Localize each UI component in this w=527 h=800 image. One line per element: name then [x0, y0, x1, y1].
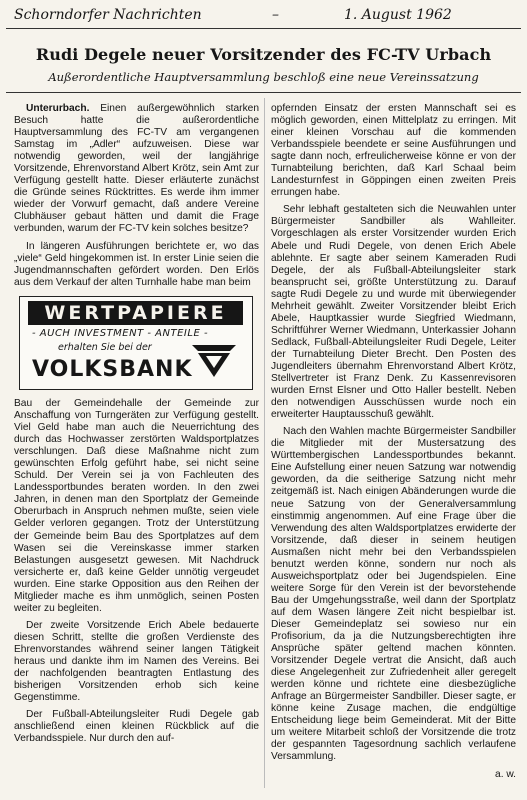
newspaper-name: Schorndorfer Nachrichten — [14, 7, 202, 23]
paragraph: Der Fußball-Abteilungsleiter Rudi Degele gab anschließend einen kleinen Rückblick auf die Verbandsspiele. Nur durch den auf- — [14, 709, 259, 745]
author-initials: a. w. — [495, 768, 516, 780]
paragraph: opfernden Einsatz der ersten Mannschaft sei es möglich geworden, einen Mittelplatz zu erringen. Mit einer kleinen Vorschau auf die kommenden Verbandsspiele beendete er seine Ausführungen und sagte dann noch, erfreulicherweise könne er von der Turnabteilung berichten, daß Karl Schaal beim Landesturnfest in Göppingen einen zweiten Preis errungen habe. — [271, 103, 516, 199]
article-column-1-bottom — [14, 398, 259, 750]
ad-title: WERTPAPIERE — [28, 301, 243, 325]
article-subheadline: Außerordentliche Hauptversammlung beschloß eine neue Vereinssatzung — [48, 70, 479, 84]
article-column-2 — [271, 103, 516, 781]
paragraph: Bau der Gemeindehalle der Gemeinde zur Anschaffung von Turngeräten zur Verfügung gestellt. Viel Geld habe man auch die Neuerrichtung des durch das Hochwasser zerstörten Waldsportplatzes verschlungen. Daß diese Maßnahme nicht zum gewünschten Erfolg geführt habe, sei nicht seine Schuld. Der Verein sei ja von Fachleuten des Landessportbundes beraten worden. In den zwei Jahren, in denen man den Sportplatz der Gemeinde Oberurbach in Anspruch nehmen mußte, seien viele Gelder verloren gegangen. Trotz der Unterstützung der Gemeinde beim Bau des Sportplatzes auf dem Wasen sei die Vereinskasse immer starken Belastungen ausgesetzt gewesen. Mit Nachdruck versicherte er, daß keine Gelder unnötig vergeudet wurden. Eine starke Opposition aus den Reihen der Mitglieder mache es ihm unmöglich, seinen Posten weiter zu begleiten. — [14, 398, 259, 614]
article-headline: Rudi Degele neuer Vorsitzender des FC-TV Urbach — [35, 45, 492, 64]
paragraph-text: Einen außergewöhnlich starken Besuch hatte die außerordentliche Hauptversammlung des FC-TV am vergangenen Samstag im „Adler“ aufzuweisen. Diese war notwendig geworden, weil der langjährige Vorsitzende, Ehrenvorstand Albert Krötz, sein Amt zur Verfügung gestellt hatte. Dieser erläuterte zunächst die Gründe seines Rücktrittes. Es werde ihm immer wieder der Vorwurf gemacht, daß andere Vereine Clubhäuser gebaut hätten und damit die Frage verbunden, warum der FC-TV kein solches besitze? — [14, 103, 259, 235]
paragraph — [14, 103, 259, 236]
article-column-1-top — [14, 103, 259, 294]
newspaper-header — [14, 5, 514, 27]
issue-date: 1. August 1962 — [344, 7, 452, 23]
paragraph: Sehr lebhaft gestalteten sich die Neuwahlen unter Bürgermeister Sandbiller als Wahlleiter. Vorgeschlagen als erster Vorsitzender wurden Erich Abele und Rudi Degele, von denen Erich Abele ablehnte. Er sagte aber seinem Kameraden Rudi Degele, der als Fußball-Abteilungsleiter stark beansprucht sei, größte Unterstützung zu. Darauf sagte Rudi Degele zu und wurde mit überwiegender Mehrheit gewählt. Zweiter Vorsitzender bleibt Erich Abele, Hauptkassier wurde Siegfried Wiedmann, Schriftführer Werner Wiedmann, Unterkassier Johann Sedlack, Fußball-Abteilungsleiter Rudi Degele, Leiter der Turnabteilung Dieter Brecht. Den Posten des Jugendleiters übernahm Ehrenvorstand Albert Krötz, Stellvertreter ist Franz Denk. Zu Kassenrevisoren wurden Ernst Elsner und Otto Haller bestellt. Neben den notwendigen Ausschüssen wurde noch ein erweiterter Hauptausschuß gewählt. — [271, 204, 516, 421]
ad-bank-name: VOLKSBANK — [32, 357, 193, 382]
volksbank-logo-icon — [190, 339, 238, 379]
paragraph: Nach den Wahlen machte Bürgermeister Sandbiller die Mitglieder mit der Mustersatzung des Württembergischen Landessportbundes bekannt. Eine Aufstellung einer neuen Satzung war notwendig geworden, da die seitherige Satzung nicht mehr zeitgemäß ist. Nach einigen Abänderungen wurde die neue Satzung von der Generalversammlung einstimmig angenommen. Auf eine Frage über die Verwendung des alten Waldsportplatzes erwiderte der Vorsitzende, daß dieser in seinem heutigen Ausmaßen nicht mehr bei den Verbandsspielen benutzt werden könne, sondern nur noch als Ausweichsportplatz oder bei Jugendspielen. Eine weitere Sorge für den Verein ist der bevorstehende Bau der Umgehungsstraße, weil dann der Sportplatz auf dem Wasen längere Zeit nicht bespielbar ist. Dieser Gemeindeplatz sei sowieso nur ein Profisorium, da ja die Nutzungsberechtigten ihre Ansprüche später geltend machen könnten. Vorsitzender Degele vertrat die Ansicht, daß auch diese Angelegenheit zur Zufriedenheit aller geregelt werden könne und richtete eine diesbezügliche Anfrage an Bürgermeister Sandbiller. Dieser sagte, er könne keine Zusage machen, die endgültige Entscheidung liege beim Gemeinderat. Mit der Bitte um weitere Mitarbeit schloß der Vorsitzende die trotz der gespannten Tagesordnung sachlich verlaufene Versammlung. — [271, 426, 516, 763]
header-separator: – — [272, 7, 279, 23]
column-divider — [264, 98, 265, 788]
paragraph: In längeren Ausführungen berichtete er, wo das „viele“ Geld hingekommen ist. In erster Linie seien die Jugendmannschaften gefördert worden. Den Erlös aus dem Verkauf der alten Turnhalle habe man beim — [14, 240, 259, 288]
header-rule — [6, 28, 521, 29]
ad-tagline: erhalten Sie bei der — [58, 342, 152, 353]
paragraph: Der zweite Vorsitzende Erich Abele bedauerte diesen Schritt, stellte die großen Verdienste des Ehrenvorstandes während seiner langen Tätigkeit heraus und dankte ihm im Namen des Vereins. Bei der nachfolgenden beantragten Entlastung des bisherigen Vorsitzenden erhob sich keine Gegenstimme. — [14, 619, 259, 704]
dateline: Unterurbach. — [26, 103, 90, 114]
subheadline-rule — [6, 92, 521, 93]
ad-subtitle: - AUCH INVESTMENT - ANTEILE - — [32, 328, 209, 339]
volksbank-advertisement — [19, 296, 253, 390]
